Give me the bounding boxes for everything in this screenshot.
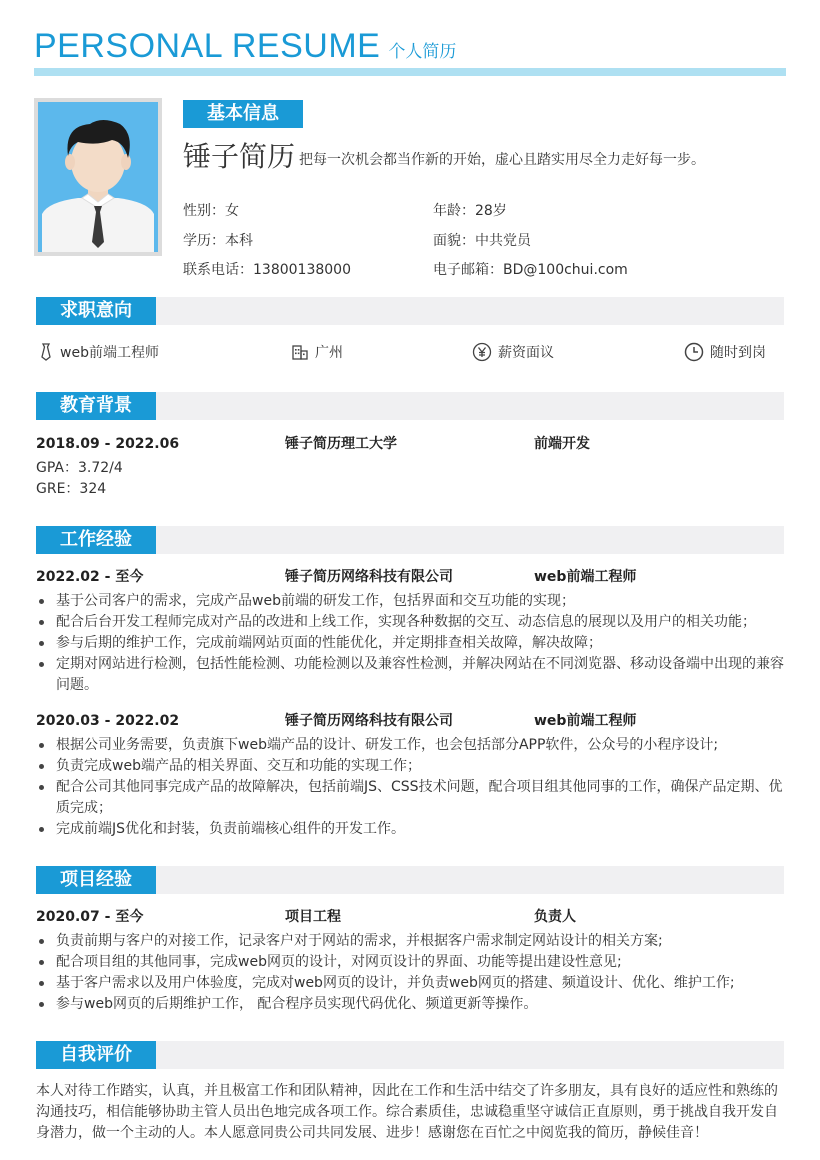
list-item: 配合后台开发工程师完成对产品的改进和上线工作，实现各种数据的交互、动态信息的展现以及用户的相关功能； <box>36 612 786 633</box>
intent-salary <box>472 342 554 362</box>
candidate-name: 锤子简历 <box>183 140 296 173</box>
section-project-header <box>36 866 784 894</box>
intent-availability <box>684 342 766 362</box>
list-item: 参与web网页的后期维护工作， 配合程序员实现代码优化、频道更新等操作。 <box>36 994 786 1015</box>
list-item: 配合公司其他同事完成产品的故障解决，包括前端JS、CSS技术问题，配合项目组其他同事的工作，确保产品定期、优质完成； <box>36 777 786 819</box>
clock-icon <box>684 342 704 362</box>
tie-icon <box>38 343 54 361</box>
job-1-role: web前端工程师 <box>534 569 637 585</box>
project-role: 负责人 <box>534 909 576 925</box>
list-item: 参与后期的维护工作，完成前端网站页面的性能优化，并定期排查相关故障，解决故障； <box>36 633 786 654</box>
project-name: 项目工程 <box>285 909 341 925</box>
section-education-header <box>36 392 784 420</box>
info-email: 电子邮箱：BD@100chui.com <box>433 262 628 278</box>
job-1-duties <box>36 591 786 696</box>
info-phone: 联系电话：13800138000 <box>183 262 351 278</box>
job-2-duties <box>36 735 786 840</box>
section-tag-self: 自我评价 <box>36 1041 156 1069</box>
list-item: 基于客户需求以及用户体验度，完成对web网页的设计，并负责web网页的搭建、频道设计、优化、维护工作; <box>36 973 786 994</box>
job-2-role: web前端工程师 <box>534 713 637 729</box>
education-school: 锤子简历理工大学 <box>285 436 397 452</box>
section-tag-intent: 求职意向 <box>36 297 156 325</box>
info-age: 年龄：28岁 <box>433 203 507 219</box>
section-self-header <box>36 1041 784 1069</box>
job-1-period: 2022.02 - 至今 <box>36 569 144 585</box>
section-tag-work: 工作经验 <box>36 526 156 554</box>
list-item: 基于公司客户的需求，完成产品web前端的研发工作，包括界面和交互功能的实现； <box>36 591 786 612</box>
list-item: 定期对网站进行检测，包括性能检测、功能检测以及兼容性检测，并解决网站在不同浏览器、移动设备端中出现的兼容问题。 <box>36 654 786 696</box>
job-2-company: 锤子简历网络科技有限公司 <box>285 713 453 729</box>
intent-city-label: 广州 <box>315 345 343 361</box>
resume-subtitle: 个人简历 <box>388 42 457 62</box>
project-duties <box>36 931 786 1015</box>
section-tag-basic: 基本信息 <box>183 100 303 128</box>
info-education: 学历：本科 <box>183 233 253 249</box>
education-gpa: GPA：3.72/4 <box>36 460 123 476</box>
project-period: 2020.07 - 至今 <box>36 909 144 925</box>
yuan-icon <box>472 342 492 362</box>
intent-position-label: web前端工程师 <box>60 345 159 361</box>
section-tag-education: 教育背景 <box>36 392 156 420</box>
section-tag-project: 项目经验 <box>36 866 156 894</box>
avatar-illustration <box>38 102 158 252</box>
section-work-header <box>36 526 784 554</box>
job-1-company: 锤子简历网络科技有限公司 <box>285 569 453 585</box>
resume-title: PERSONAL RESUME <box>34 27 381 65</box>
info-politics: 面貌：中共党员 <box>433 233 531 249</box>
building-icon <box>291 343 309 361</box>
section-intent-header <box>36 297 784 325</box>
intent-city <box>291 342 343 362</box>
intent-position <box>38 342 159 362</box>
candidate-motto: 把每一次机会都当作新的开始，虚心且踏实用尽全力走好每一步。 <box>299 152 706 168</box>
list-item: 根据公司业务需要，负责旗下web端产品的设计、研发工作，也会包括部分APP软件，公众号的小程序设计; <box>36 735 786 756</box>
list-item: 负责前期与客户的对接工作，记录客户对于网站的需求，并根据客户需求制定网站设计的相关方案; <box>36 931 786 952</box>
self-evaluation-text: 本人对待工作踏实，认真，并且极富工作和团队精神，因此在工作和生活中结交了许多朋友，具有良好的适应性和熟练的沟通技巧，相信能够协助主管人员出色地完成各项工作。综合素质佳，忠诚稳重坚守诚信正直原则，勇于挑战自我开发自身潜力，做一个主动的人。本人愿意同贵公司共同发展、进步！感谢您在百忙之中阅览我的简历，静候佳音！ <box>36 1083 778 1141</box>
header-divider <box>34 68 786 76</box>
education-major: 前端开发 <box>534 436 590 452</box>
avatar <box>34 98 162 256</box>
list-item: 负责完成web端产品的相关界面、交互和功能的实现工作； <box>36 756 786 777</box>
intent-availability-label: 随时到岗 <box>710 345 766 361</box>
education-period: 2018.09 - 2022.06 <box>36 436 180 452</box>
list-item: 配合项目组的其他同事，完成web网页的设计，对网页设计的界面、功能等提出建设性意见; <box>36 952 786 973</box>
job-2-period: 2020.03 - 2022.02 <box>36 713 180 729</box>
resume-header <box>34 26 456 66</box>
info-gender: 性别：女 <box>183 203 239 219</box>
intent-salary-label: 薪资面议 <box>498 345 554 361</box>
list-item: 完成前端JS优化和封装，负责前端核心组件的开发工作。 <box>36 819 786 840</box>
education-gre: GRE：324 <box>36 481 107 497</box>
name-line <box>183 140 705 174</box>
